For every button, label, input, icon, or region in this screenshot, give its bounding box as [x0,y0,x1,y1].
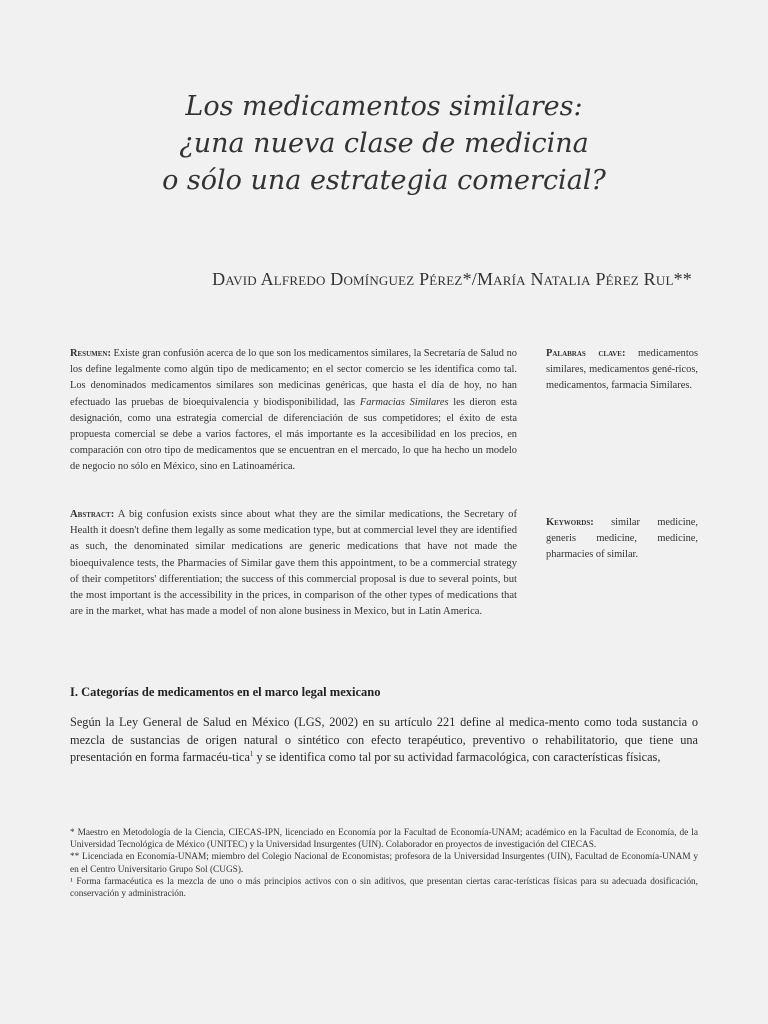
article-title [0,88,768,199]
title-line-2: ¿una nueva clase de medicina [179,128,589,159]
resumen-label: Resumen: [70,348,111,359]
palabras-clave-label: Palabras clave: [546,348,626,359]
body-text-1: Según la Ley General de Salud en México (LGS, 2002) en su artículo 221 define al medica-mento como toda sustancia o mezcla de sustancias de origen natural o sintético con efecto terapéutico, preventivo o rehabilitatorio, que tiene una presentación en forma farmacéu-tica [70,715,698,764]
footnote-ref: 1 [249,749,254,758]
title-line-1: Los medicamentos similares: [185,91,583,122]
resumen-block [70,346,517,476]
palabras-clave-block [546,346,698,395]
body-paragraph [70,714,698,767]
abstract-label: Abstract: [70,509,115,520]
abstract-block [70,507,517,620]
footnote-author-2: ** Licenciada en Economía-UNAM; miembro del Colegio Nacional de Economistas; profesora de la Universidad Insurgentes (UIN), Facultad de Economía-UNAM y en el Centro Universitario Grupo Sol (CUGS). [70,852,698,875]
keywords-text: similar medicine, generis medicine, medicine, pharmacies of similar. [546,517,698,561]
body-text-2: y se identifica como tal por su actividad farmacológica, con características físicas, [256,750,661,764]
keywords-label: Keywords: [546,517,594,528]
resumen-text-2: les dieron esta designación, como una estrategia comercial de diferenciación de sus competidores; el éxito de esta propuesta comercial se debe a varios factores, el más importante es la accesibilidad en los precios, en comparación con otro tipo de medicamentos que se encuentran en el mercado, lo que ha hecho un modelo de negocio no sólo en México, sino en Latinoamérica. [70,396,517,473]
palabras-clave-text: medicamentos similares, medicamentos gené-ricos, medicamentos, farmacia Similares. [546,348,698,392]
authors: David Alfredo Domínguez Pérez*/María Natalia Pérez Rul** [212,269,692,289]
keywords-block [546,515,698,564]
title-line-3: o sólo una estrategia comercial? [162,165,606,196]
footnotes [70,827,698,900]
abstract-text: A big confusion exists since about what they are the similar medications, the Secretary of Health it doesn't define them legally as some medication type, but at commercial level they are identified as such, the denominated similar medications are generic medications that have not made the bioequivalence tests, the Pharmacies of Similar gave them this appointment, to be a commercial strategy of their competitors' differentiation; the success of this commercial proposal is due to several points, but the most important is the accessibility in the prices, in comparison of the other types of medications that are in the market, what has made a model of non alone business in Mexico, but in Latin America. [70,509,517,618]
resumen-italic: Farmacias Similares [359,396,449,408]
footnote-author-1: * Maestro en Metodología de la Ciencia, CIECAS-IPN, licenciado en Economía por la Facultad de Economía-UNAM; académico en la Facultad de Economía, de la Universidad Tecnológica de México (UNITEC) y la Universidad Insurgentes (UIN). Colaborador en proyectos de investigación del CIECAS. [70,828,698,851]
section-heading: I. Categorías de medicamentos en el marco legal mexicano [70,685,381,699]
resumen-text: Existe gran confusión acerca de lo que son los medicamentos similares, la Secretaría de Salud no los define legalmente como algún tipo de medicamento; en el sector comercio se les identifica como tal. Los denominados medicamentos similares son medicinas genéricas, que hasta el día de hoy, no han efectuado las pruebas de bioequivalencia y biodisponibilidad, las [70,348,517,408]
footnote-1: ¹ Forma farmacéutica es la mezcla de uno o más principios activos con o sin aditivos, que presentan ciertas carac-terísticas físicas para su adecuada dosificación, conservación y administración. [70,876,698,900]
